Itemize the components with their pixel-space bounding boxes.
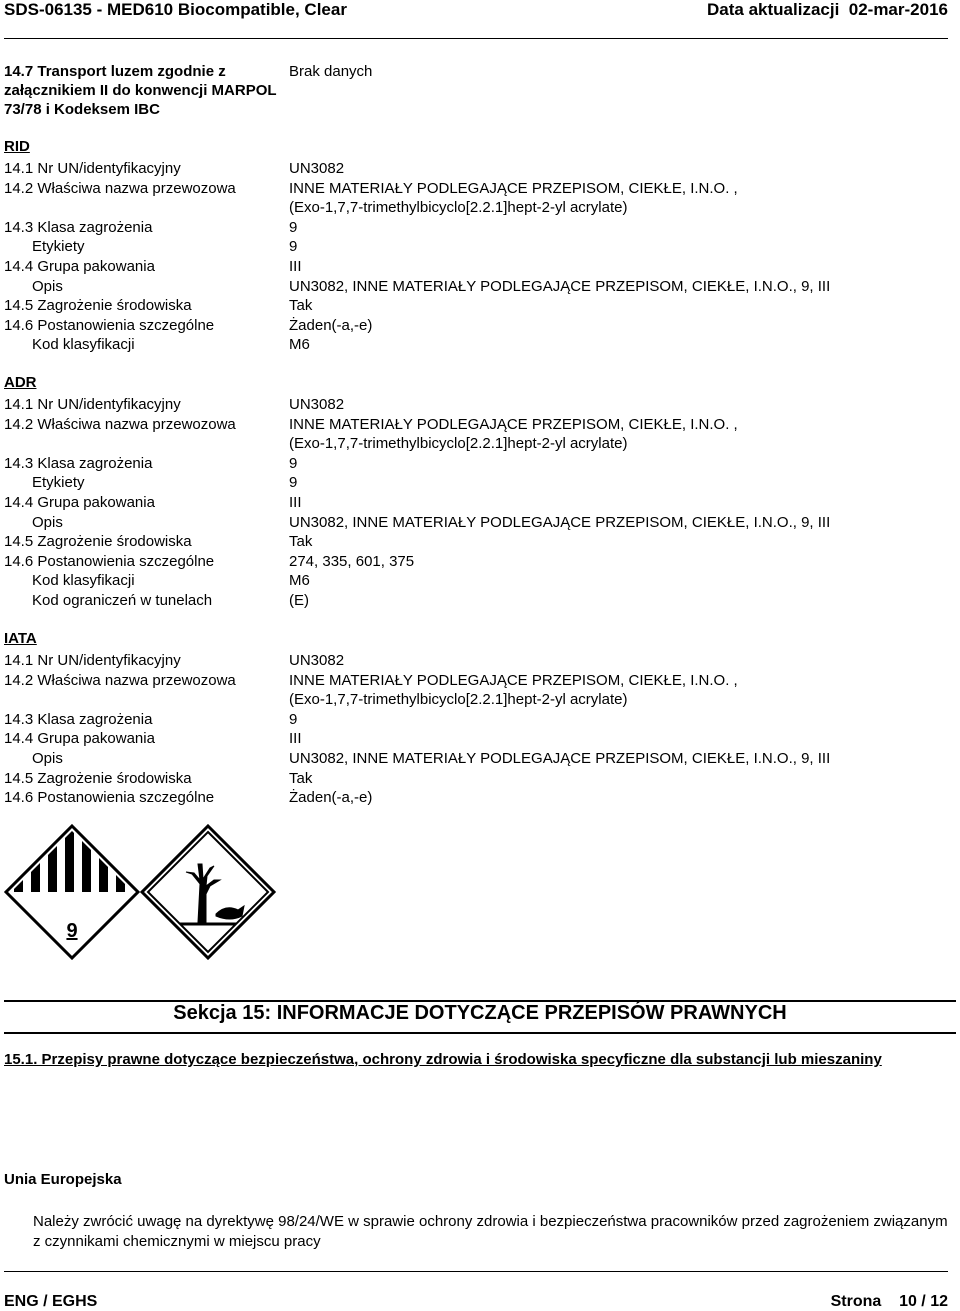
field-label: Opis [32,749,63,767]
field-label: 14.6 Postanowienia szczególne [4,789,215,807]
field-label: 14.1 Nr UN/identyfikacyjny [4,652,181,669]
header-rule [4,38,948,39]
field-label: 14.2 Właściwa nazwa przewozowa [4,415,236,433]
field-label: 14.1 Nr UN/identyfikacyjny [4,396,181,413]
document-title: SDS-06135 - MED610 Biocompatible, Clear [4,0,347,19]
iata-row [4,749,948,769]
directive-note: Należy zwrócić uwagę na dyrektywę 98/24/WE w sprawie ochrony zdrowia i bezpieczeństwa pracowników przed zagrożeniem związanym z czynnikami chemicznymi w miejscu pracy [33,1213,948,1250]
field-value: 9 [289,238,298,256]
iata-rows [4,651,948,808]
marpol-value: Brak danych [289,63,373,80]
iata-row [4,651,948,671]
field-label: 14.5 Zagrożenie środowiska [4,297,192,315]
field-value: Tak [289,297,313,315]
rid-row [4,179,948,199]
field-label: 14.6 Postanowienia szczególne [4,316,215,334]
field-label: Kod klasyfikacji [32,336,135,354]
adr-row [4,571,948,591]
adr-row [4,513,948,533]
field-value: (Exo-1,7,7-trimethylbicyclo[2.2.1]hept-2-yl acrylate) [289,199,628,217]
field-value: UN3082, INNE MATERIAŁY PODLEGAJĄCE PRZEPISOM, CIEKŁE, I.N.O., 9, III [289,277,831,295]
field-value: INNE MATERIAŁY PODLEGAJĄCE PRZEPISOM, CIEKŁE, I.N.O. , [289,415,738,433]
adr-row [4,434,948,454]
field-value: INNE MATERIAŁY PODLEGAJĄCE PRZEPISOM, CIEKŁE, I.N.O. , [289,179,738,197]
field-value: (E) [289,591,309,609]
field-value: 9 [289,474,298,492]
field-label: Opis [32,277,63,295]
eu-heading: Unia Europejska [4,1171,122,1188]
iata-section [4,630,948,808]
rid-row [4,159,948,179]
adr-rows [4,395,948,611]
field-label: 14.2 Właściwa nazwa przewozowa [4,179,236,197]
iata-row [4,690,948,710]
field-value: 9 [289,218,298,236]
field-value: UN3082 [289,652,345,669]
rid-row [4,218,948,238]
iata-row [4,729,948,749]
rid-rows [4,159,948,355]
iata-row [4,671,948,691]
iata-row [4,710,948,730]
marpol-label: 14.7 Transport luzem zgodnie z załącznikiem II do konwencji MARPOL 73/78 i Kodeksem IBC [4,63,277,118]
field-label: 14.2 Właściwa nazwa przewozowa [4,671,236,689]
field-label: 14.3 Klasa zagrożenia [4,710,153,728]
field-value: Żaden(-a,-e) [289,789,373,807]
rid-section [4,138,948,355]
field-value: (Exo-1,7,7-trimethylbicyclo[2.2.1]hept-2-yl acrylate) [289,691,628,709]
field-label: Kod klasyfikacji [32,572,135,590]
field-value: M6 [289,336,310,354]
iata-row [4,788,948,808]
class-9-number: 9 [66,920,78,942]
adr-row [4,493,948,513]
field-value: 9 [289,454,298,472]
adr-section [4,374,948,611]
footer-rule [4,1271,948,1272]
field-label: Etykiety [32,474,85,492]
field-value: 9 [289,710,298,728]
field-label: 14.3 Klasa zagrożenia [4,218,153,236]
field-label: 14.5 Zagrożenie środowiska [4,533,192,551]
field-value: INNE MATERIAŁY PODLEGAJĄCE PRZEPISOM, CIEKŁE, I.N.O. , [289,671,738,689]
footer-format: ENG / EGHS [4,1293,98,1310]
rid-row [4,257,948,277]
rid-row [4,316,948,336]
environment-hazard-diamond-icon [140,824,276,960]
page-header [4,0,948,22]
adr-row [4,532,948,552]
adr-row [4,552,948,572]
field-value: UN3082, INNE MATERIAŁY PODLEGAJĄCE PRZEPISOM, CIEKŁE, I.N.O., 9, III [289,749,831,767]
field-value: (Exo-1,7,7-trimethylbicyclo[2.2.1]hept-2-yl acrylate) [289,435,628,453]
rid-row [4,237,948,257]
revision-date: Data aktualizacji 02-mar-2016 [707,0,948,19]
field-label: 14.6 Postanowienia szczególne [4,552,215,570]
field-value: III [289,493,302,511]
field-value: Żaden(-a,-e) [289,316,373,334]
rid-row [4,277,948,297]
rid-heading: RID [4,138,30,155]
field-value: UN3082 [289,160,345,177]
field-value: III [289,730,302,748]
hazard-class-9-diamond-icon [4,824,140,960]
adr-row [4,591,948,611]
subsection-15-1: 15.1. Przepisy prawne dotyczące bezpieczeństwa, ochrony zdrowia i środowiska specyficzne dla substancji lub mieszaniny [4,1051,882,1068]
adr-row [4,395,948,415]
field-value: 274, 335, 601, 375 [289,552,415,570]
rid-row [4,198,948,218]
field-label: Opis [32,513,63,531]
field-value: UN3082, INNE MATERIAŁY PODLEGAJĄCE PRZEPISOM, CIEKŁE, I.N.O., 9, III [289,513,831,531]
field-label: Kod ograniczeń w tunelach [32,591,213,609]
iata-heading: IATA [4,630,37,647]
field-label: Etykiety [32,238,85,256]
field-value: Tak [289,769,313,787]
rid-row [4,296,948,316]
field-label: 14.1 Nr UN/identyfikacyjny [4,160,181,177]
adr-heading: ADR [4,374,37,391]
field-label: 14.4 Grupa pakowania [4,257,155,275]
field-value: M6 [289,572,310,590]
adr-row [4,454,948,474]
field-value: UN3082 [289,396,345,413]
adr-row [4,473,948,493]
field-value: Tak [289,533,313,551]
rid-row [4,335,948,355]
iata-row [4,769,948,789]
field-value: III [289,257,302,275]
adr-row [4,415,948,435]
section-15-title: Sekcja 15: INFORMACJE DOTYCZĄCE PRZEPISÓW PRAWNYCH [173,1002,787,1024]
field-label: 14.5 Zagrożenie środowiska [4,769,192,787]
field-label: 14.4 Grupa pakowania [4,493,155,511]
page-number: Strona 10 / 12 [830,1293,948,1310]
field-label: 14.4 Grupa pakowania [4,730,155,748]
field-label: 14.3 Klasa zagrożenia [4,454,153,472]
